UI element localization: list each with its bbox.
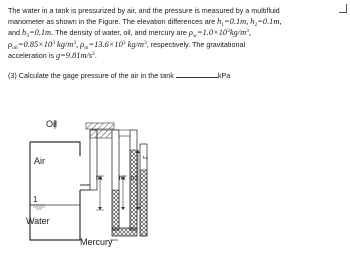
problem-text-1: The water in a tank is pressurized by air, and the pressure is measured by a multifluid [8,6,280,15]
mercury-right-leg [130,150,137,230]
mercury-label: Mercury [80,237,113,247]
h3-label: h3 [131,176,138,182]
rho-mercury-expression: $\rho_m=13.6\times 10^3$ $kg/m^3$ [80,39,147,51]
point-1-label: 1 [33,195,38,204]
gravity-expression: $g=9.81m/s^2$ [55,51,95,60]
h1-label: h1 [96,176,103,182]
mercury-left-leg [112,190,119,230]
answer-unit: kPa [217,70,231,80]
point-2-label: 2 [141,156,147,160]
oil-label: Oil [46,119,57,129]
problem-text-3b: The density of water, oil, and mercury are [55,28,187,37]
h2-label: h2 [119,176,126,182]
question-text: (3) Calculate the gage pressure of the air in the tank [8,70,174,80]
mercury-u-bottom [112,228,137,236]
water-label: Water [26,216,50,226]
problem-text-4: , respectively. The gravitational [146,39,246,49]
rho-water-expression: $\rho_w=1.0\times 10^3kg/m^3$, [188,28,251,39]
problem-text-2: manometer as shown in the Figure. The elevation differences are [8,16,216,26]
oil-top-hatch [86,123,114,129]
problem-text-3a: and [8,28,20,37]
problem-text-5: acceleration is [8,51,54,60]
h1-expression: $h_1=0.1m$, [217,16,249,28]
rho-oil-expression: $\rho_{oil}=0.85\times 10^3$ $kg/m^3$, [8,39,79,51]
h2-expression: $h_2=0.1m$, [250,16,282,28]
h3-expression: $h_3=0.1m$. [22,28,54,39]
air-label: Air [34,156,45,166]
problem-line-5: acceleration is $g=9.81m/s^2$. [8,51,97,60]
